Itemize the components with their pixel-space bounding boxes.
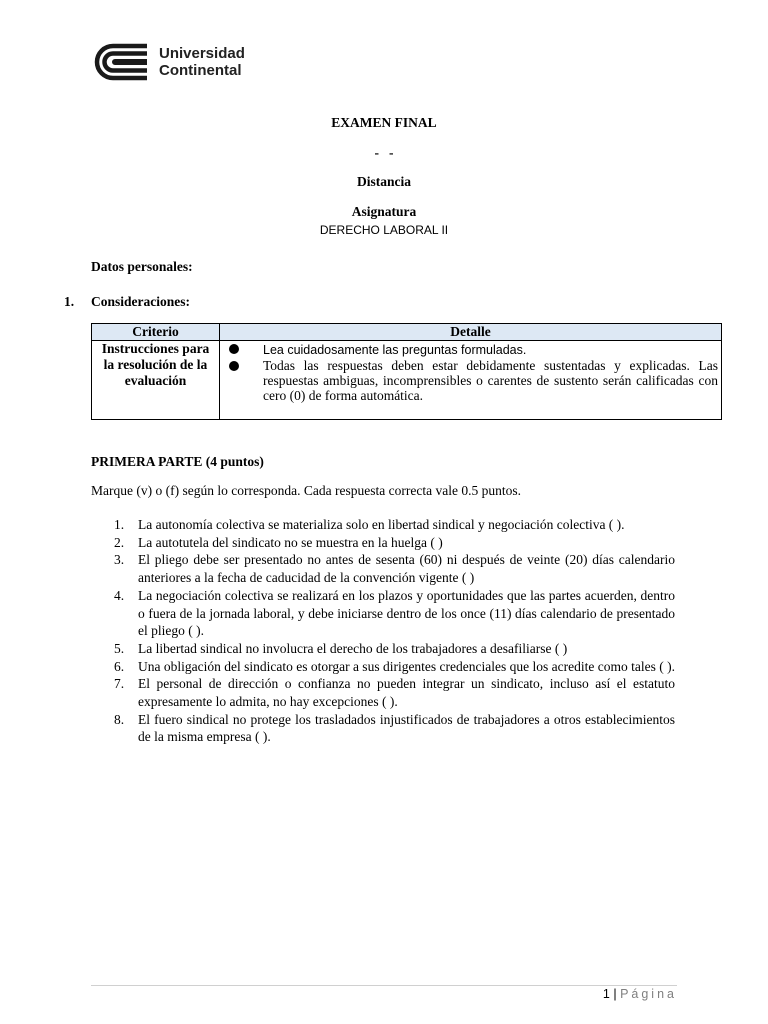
exam-mode: Distancia (357, 174, 411, 189)
question-item (106, 516, 675, 534)
footer-separator: | (613, 987, 617, 1001)
detalle-text: Lea cuidadosamente las preguntas formuladas. (263, 343, 527, 357)
question-item (106, 675, 675, 710)
question-item (106, 587, 675, 640)
considerations-table (91, 323, 722, 420)
logo-line-2: Continental (159, 62, 242, 79)
part1-instruction: Marque (v) o (f) según lo corresponda. Cada respuesta correcta vale 0.5 puntos. (91, 483, 521, 498)
considerations-heading: Consideraciones: (91, 294, 190, 309)
column-detalle: Detalle (220, 324, 722, 341)
question-number: 4. (114, 587, 125, 603)
personal-data-heading: Datos personales: (91, 259, 193, 274)
question-text: El pliego debe ser presentado no antes de sesenta (60) ni después de veinte (20) días calendario anteriores a la fecha de caducidad de la convención vigente ( ) (138, 552, 675, 586)
detalle-cell (220, 341, 722, 420)
question-text: El personal de dirección o confianza no pueden integrar un sindicato, incluso así el estatuto expresamente lo admita, no hay excepciones ( ). (138, 676, 675, 710)
part1-heading: PRIMERA PARTE (4 puntos) (91, 454, 264, 469)
footer-divider (91, 985, 677, 986)
subject-name: DERECHO LABORAL II (319, 223, 449, 237)
logo-text (159, 45, 245, 79)
question-text: La libertad sindical no involucra el derecho de los trabajadores a desafiliarse ( ) (138, 640, 568, 656)
criterio-cell: Instrucciones para la resolución de la evaluación (92, 341, 220, 420)
question-text: El fuero sindical no protege los trasladados injustificados de trabajadores a otros establecimientos de la misma empresa ( ). (138, 711, 675, 745)
question-number: 2. (114, 534, 125, 550)
page-label: Página (620, 987, 677, 1001)
page-footer (603, 987, 677, 1001)
continental-logo-icon (91, 41, 151, 83)
question-item (106, 640, 675, 658)
table-header-row (92, 324, 722, 341)
question-item (106, 534, 675, 552)
question-text: La autotutela del sindicato no se muestra en la huelga ( ) (138, 534, 443, 550)
question-item (106, 711, 675, 746)
table-row (92, 341, 722, 420)
question-number: 7. (114, 676, 125, 692)
logo-line-1: Universidad (159, 45, 245, 62)
question-number: 3. (114, 552, 125, 568)
question-number: 8. (114, 711, 125, 727)
considerations-number: 1. (64, 294, 75, 309)
question-item (106, 551, 675, 586)
question-item (106, 658, 675, 676)
question-list (106, 516, 675, 746)
exam-dashes: - - (374, 145, 394, 160)
university-logo (91, 41, 245, 83)
exam-title: EXAMEN FINAL (331, 115, 437, 130)
question-text: La autonomía colectiva se materializa solo en libertad sindical y negociación colectiva ( ). (138, 517, 625, 532)
list-item (223, 358, 718, 403)
detalle-list (223, 341, 718, 403)
subject-label: Asignatura (351, 204, 417, 219)
question-number: 1. (114, 517, 125, 532)
column-criterio: Criterio (92, 324, 220, 341)
question-text: La negociación colectiva se realizará en los plazos y oportunidades que las partes acuerden, dentro o fuera de la jornada laboral, y debe iniciarse dentro de los once (11) días calendario de presentado el pliego ( ). (138, 587, 675, 639)
question-text: Una obligación del sindicato es otorgar a sus dirigentes credenciales que los acredite como tales ( ). (138, 658, 675, 674)
page-number: 1 (602, 987, 610, 1001)
list-item (223, 341, 718, 358)
detalle-text: Todas las respuestas deben estar debidamente sustentadas y explicadas. Las respuestas ambiguas, incomprensibles o carentes de sustento serán calificadas con cero (0) de forma automática. (263, 358, 718, 403)
bullet-icon (229, 344, 239, 354)
question-number: 5. (114, 640, 125, 656)
bullet-icon (229, 361, 239, 371)
question-number: 6. (114, 658, 125, 674)
